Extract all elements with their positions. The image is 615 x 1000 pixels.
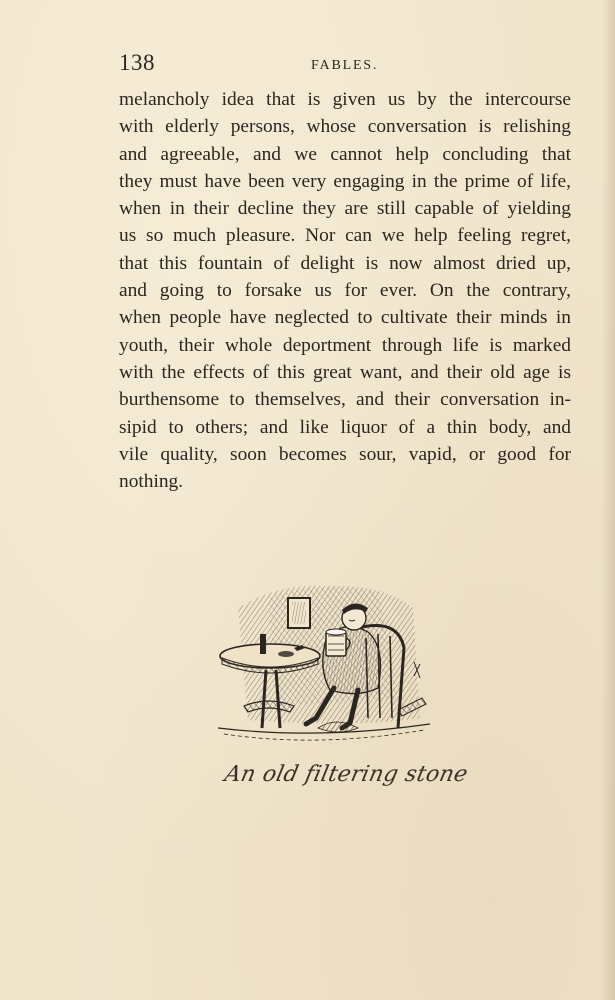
text-line: sipid to others; and like liquor of a thin body, and [119, 416, 571, 438]
text-line: melancholy idea that is given us by the intercourse [119, 89, 571, 110]
text-line: and going to forsake us for ever. On the contrary, [119, 280, 571, 302]
text-line: that this fountain of delight is now almost dried up, [119, 252, 571, 274]
text-line: with elderly persons, whose conversation is relishing [119, 116, 571, 138]
text-line: with the effects of this great want, and their old age is [119, 361, 571, 383]
page-edge-shadow [601, 0, 615, 1000]
text-line: when people have neglected to cultivate their minds in [119, 307, 571, 329]
handwritten-caption [222, 758, 471, 798]
text-line: and agreeable, and we cannot help concluding that [119, 143, 571, 165]
text-line: when in their decline they are still capable of yielding [119, 198, 571, 220]
text-line: nothing. [119, 471, 184, 493]
text-line: us so much pleasure. Nor can we help feeling regret, [119, 225, 571, 247]
body-text [119, 86, 571, 495]
page-number: 138 [119, 50, 155, 75]
text-line: youth, their whole deportment through life is marked [119, 334, 571, 356]
text-line: burthensome to themselves, and their conversation in- [119, 389, 571, 411]
running-title: FABLES. [311, 58, 379, 73]
tavern-drinker-engraving-icon [208, 578, 438, 758]
caption-text: An old filtering stone [222, 762, 471, 787]
text-line: they must have been very engaging in the prime of life, [119, 170, 571, 192]
text-line: vile quality, soon becomes sour, vapid, or good for [119, 443, 571, 465]
page-header [119, 50, 571, 80]
